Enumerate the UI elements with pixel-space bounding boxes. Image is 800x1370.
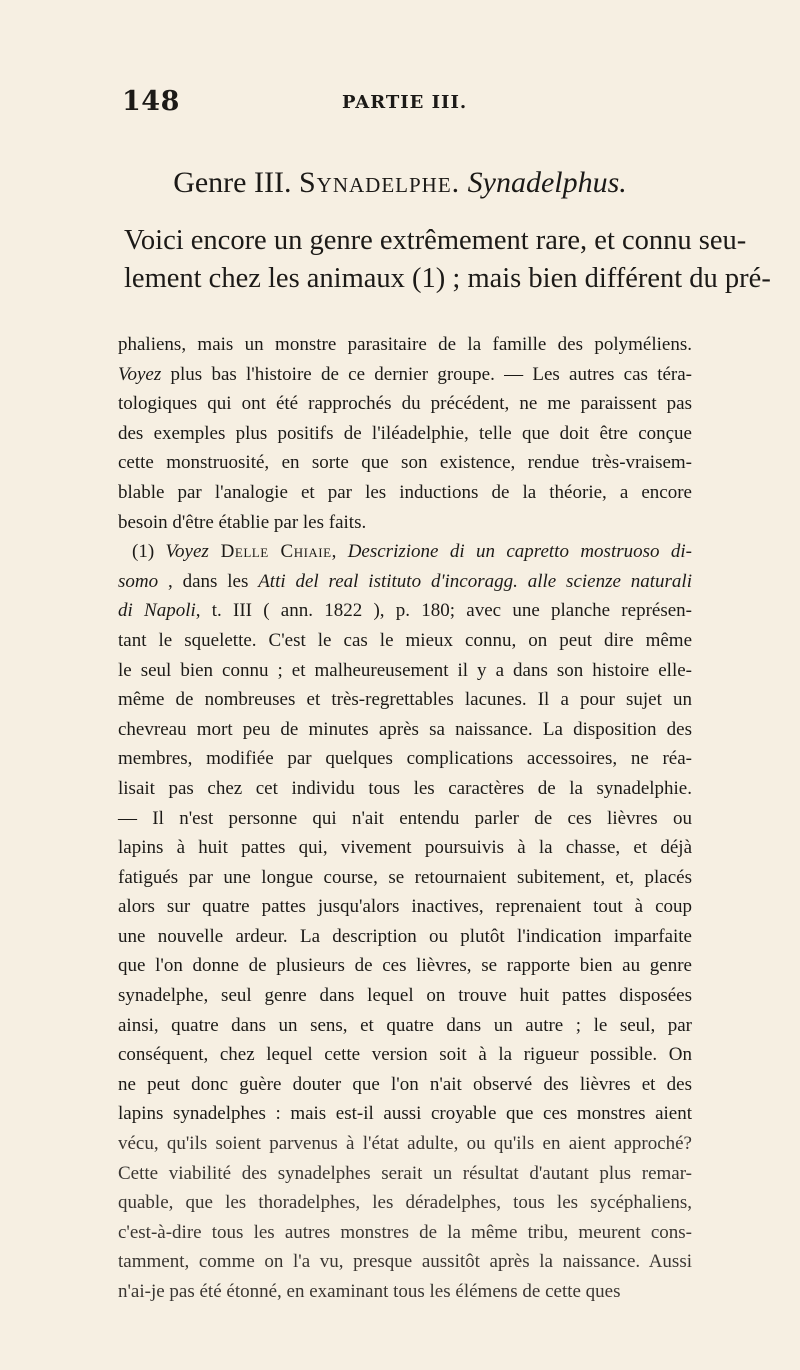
- text-line: conséquent, chez lequel cette version soit à la rigueur possible. On: [118, 1044, 692, 1066]
- text-line: même de nombreuses et très-regrettables lacunes. Il a pour sujet un: [118, 689, 692, 711]
- voyez-ref: Voyez: [165, 541, 209, 563]
- text-line: tologiques qui ont été rapprochés du précédent, ne me paraissent pas: [118, 393, 692, 415]
- citation-title: somo: [118, 570, 159, 592]
- footnote-number: (1): [132, 541, 166, 563]
- text-line: besoin d'être établie par les faits.: [118, 511, 367, 533]
- heading-name: Synadelphe.: [298, 166, 461, 199]
- text-line: lapins synadelphes : mais est-il aussi croyable que ces monstres aient: [118, 1103, 692, 1125]
- voyez-ref: Voyez: [118, 363, 162, 385]
- text-line: synadelphe, seul genre dans lequel on trouve huit pattes disposées: [118, 985, 692, 1007]
- text-line: alors sur quatre pattes jusqu'alors inactives, reprenaient tout à coup: [118, 896, 692, 918]
- text-line: vécu, qu'ils soient parvenus à l'état adulte, ou qu'ils en aient approché?: [118, 1133, 692, 1155]
- text-line: que l'on donne de plusieurs de ces lièvres, se rapporte bien au genre: [118, 955, 692, 977]
- heading-latin: Synadelphus.: [467, 166, 627, 199]
- text-line: ainsi, quatre dans un sens, et quatre dans un autre ; le seul, par: [118, 1014, 692, 1036]
- text-line: [118, 360, 692, 390]
- text-line: Cette viabilité des synadelphes serait un résultat d'autant plus remar-: [118, 1162, 692, 1184]
- journal-title: di Napoli: [118, 600, 196, 622]
- text-line: blable par l'analogie et par les inductions de la théorie, a encore: [118, 481, 692, 503]
- citation-title: Descrizione di un capretto mostruoso di-: [347, 541, 692, 563]
- text-line: des exemples plus positifs de l'iléadelphie, telle que doit être conçue: [118, 422, 692, 444]
- footnote-marker-line: [118, 537, 692, 567]
- lead-line: lement chez les animaux (1) ; mais bien différent du pré-: [124, 263, 771, 294]
- text-span: plus bas l'histoire de ce dernier groupe. — Les autres cas téra-: [161, 363, 692, 385]
- section-heading: [0, 166, 800, 200]
- text-line: lapins à huit pattes qui, vivement poursuivis à la chasse, et déjà: [118, 837, 692, 859]
- text-line: une nouvelle ardeur. La description ou plutôt l'indication imparfaite: [118, 925, 692, 947]
- text-span: , dans les: [158, 570, 259, 592]
- text-line: membres, modifiée par quelques complications accessoires, ne réa-: [118, 748, 692, 770]
- heading-genre: Genre III.: [173, 166, 292, 199]
- text-line: quable, que les thoradelphes, les déradelphes, tous les sycéphaliens,: [118, 1192, 692, 1214]
- text-span: ,: [331, 541, 348, 563]
- journal-title: Atti del real istituto d'incoragg. alle scienze naturali: [258, 570, 692, 592]
- text-line: ne peut donc guère douter que l'on n'ait observé des lièvres et des: [118, 1073, 692, 1095]
- lead-line: Voici encore un genre extrêmement rare, et connu seu-: [124, 225, 747, 256]
- text-span: , t. III ( ann. 1822 ), p. 180; avec une planche représen-: [195, 600, 692, 622]
- text-line: cette monstruosité, en sorte que son existence, rendue très-vraisem-: [118, 452, 692, 474]
- text-line: [118, 596, 692, 626]
- text-line: lisait pas chez cet individu tous les caractères de la synadelphie.: [118, 777, 692, 799]
- text-line: le seul bien connu ; et malheureusement il y a dans son histoire elle-: [118, 659, 692, 681]
- text-line: fatigués par une longue course, se retournaient subitement, et, placés: [118, 866, 692, 888]
- running-header: [0, 86, 800, 126]
- text-line: — Il n'est personne qui n'ait entendu parler de ces lièvres ou: [118, 807, 692, 829]
- running-title: PARTIE III.: [342, 92, 468, 113]
- page-number: 148: [122, 86, 180, 117]
- footnote-text: [118, 330, 692, 1307]
- text-line: [118, 567, 692, 597]
- text-line: c'est-à-dire tous les autres monstres de la même tribu, meurent cons-: [118, 1221, 692, 1243]
- text-line: phaliens, mais un monstre parasitaire de la famille des polyméliens.: [118, 334, 692, 355]
- text-line: tamment, comme on l'a vu, presque aussitôt après la naissance. Aussi: [118, 1251, 692, 1273]
- text-line: chevreau mort peu de minutes après sa naissance. La disposition des: [118, 718, 692, 740]
- text-line: n'ai-je pas été étonné, en examinant tous les élémens de cette ques: [118, 1281, 621, 1302]
- lead-paragraph: [124, 222, 771, 298]
- author-name: Delle Chiaie: [208, 541, 332, 563]
- text-line: tant le squelette. C'est le cas le mieux connu, on peut dire même: [118, 629, 692, 651]
